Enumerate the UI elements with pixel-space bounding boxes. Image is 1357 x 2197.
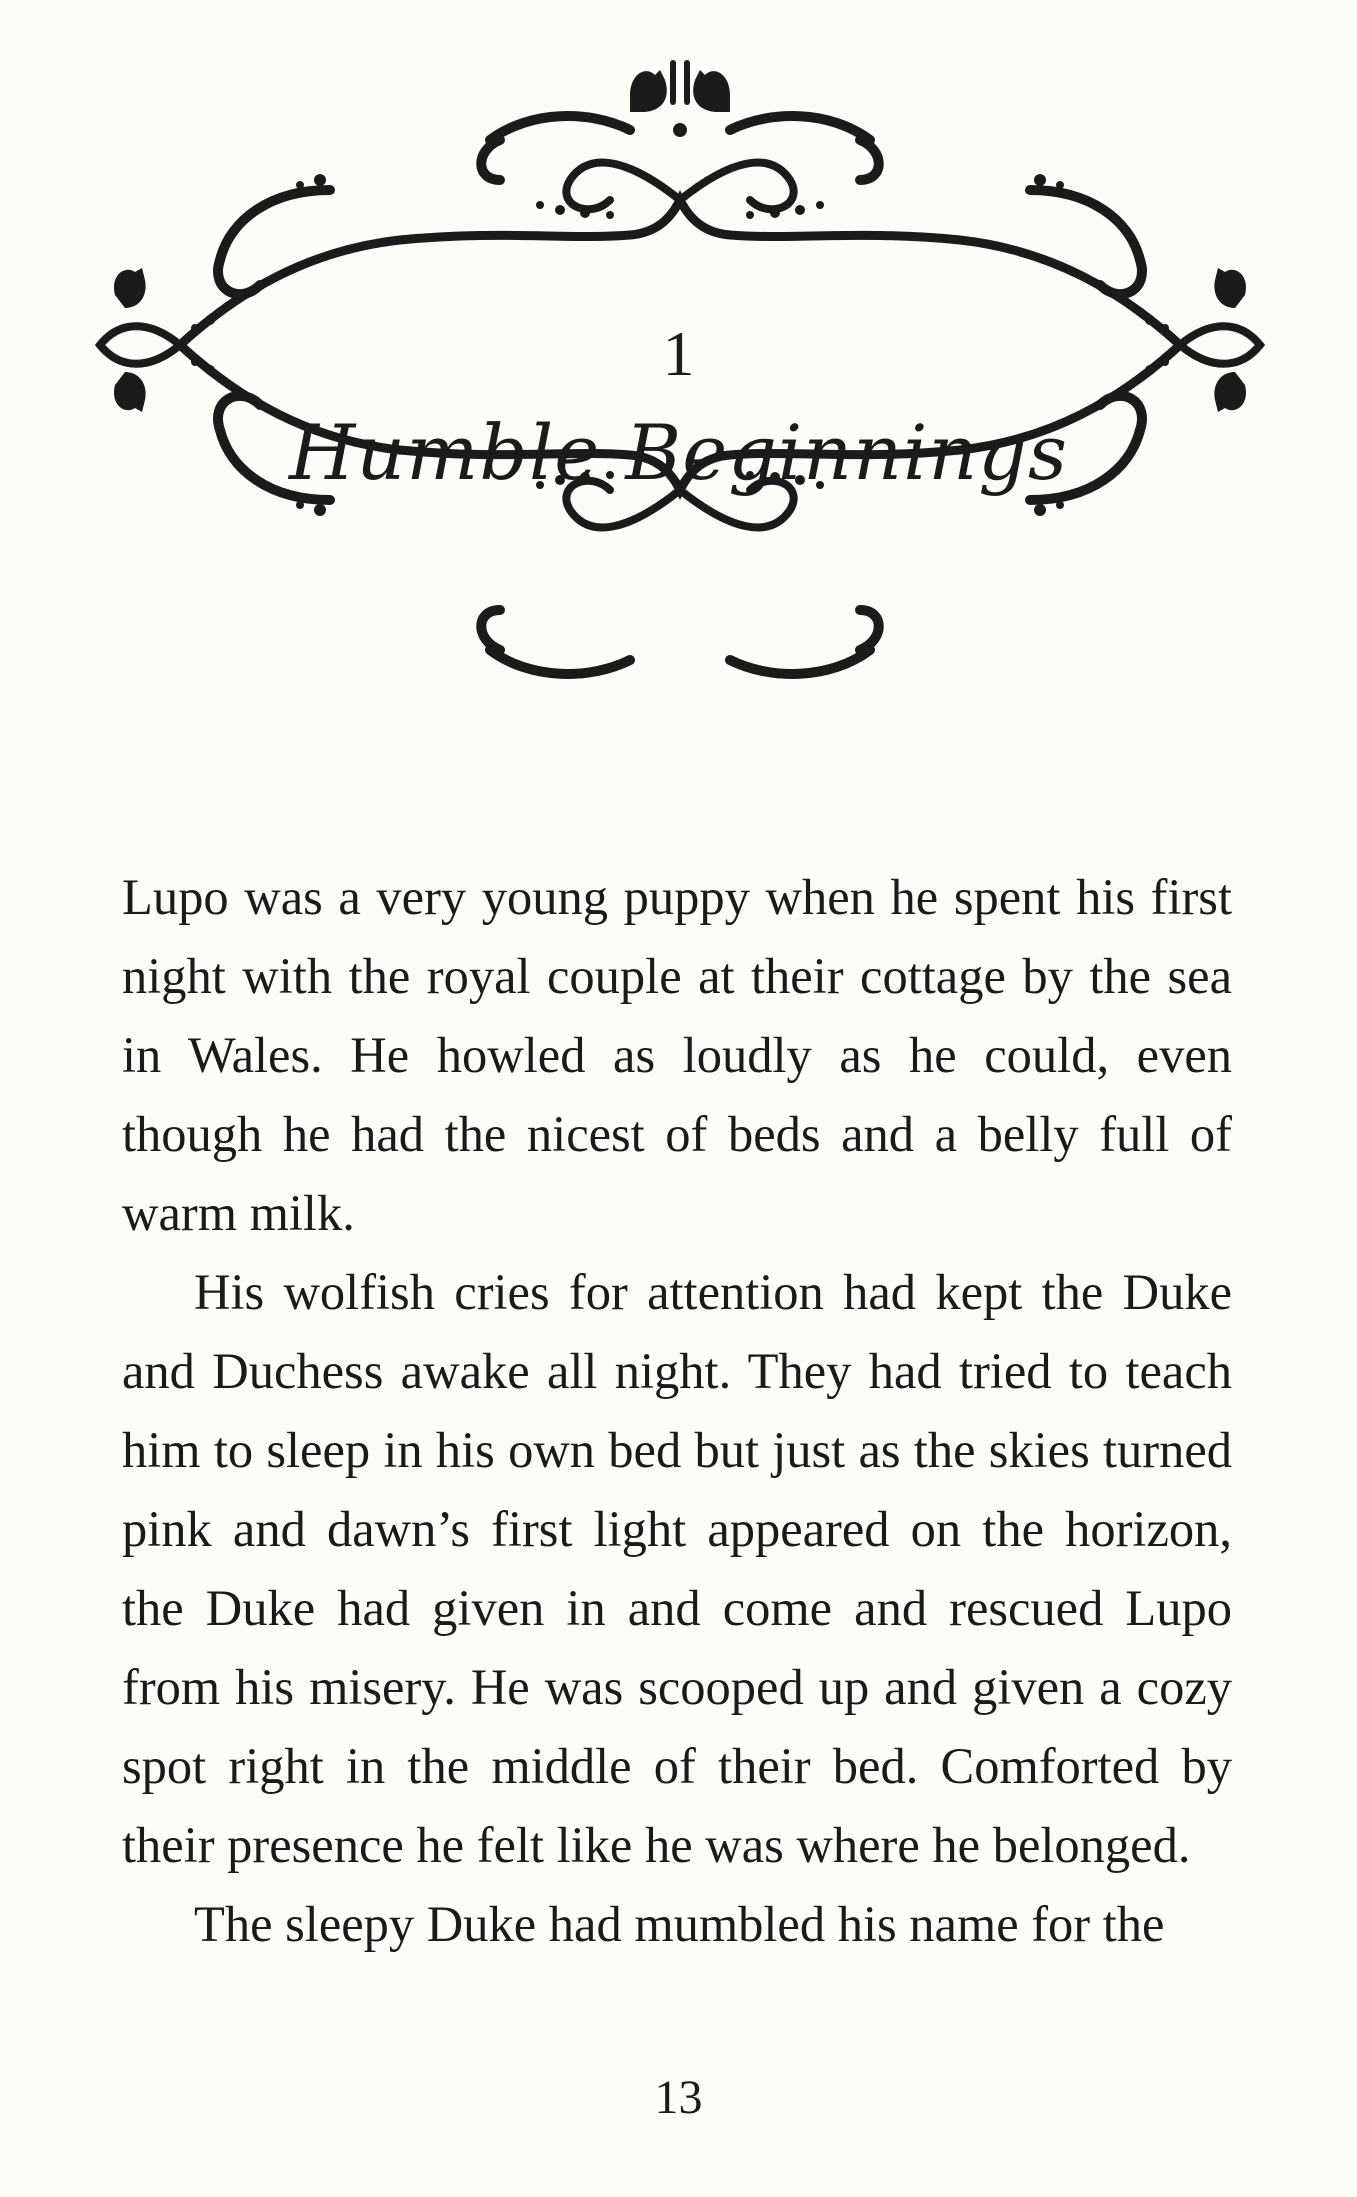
chapter-title: Humble Beginnings xyxy=(289,408,1068,497)
paragraph: Lupo was a very young puppy when he spent his first night with the royal couple at their cottage by the sea in Wales. He howled as loudly as he could, even though he had the nicest of beds and a belly full of warm milk. xyxy=(122,869,1232,1241)
chapter-number: 1 xyxy=(662,318,695,389)
paragraph: His wolfish cries for attention had kept the Duke and Duchess awake all night. They had tried to teach him to sleep in his own bed but just as the skies turned pink and dawn’s first light appeared on the horizon, the Duke had given in and come and rescued Lupo from his misery. He was scooped up and given a cozy spot right in the middle of their bed. Comforted by their presence he felt like he was where he belonged. xyxy=(122,1264,1232,1873)
ornamental-frame xyxy=(70,40,1290,760)
paragraph: The sleepy Duke had mumbled his name for the xyxy=(194,1896,1165,1952)
chapter-body xyxy=(122,858,1232,1964)
top-ornament-icon xyxy=(630,60,730,112)
page-number: 13 xyxy=(654,2071,703,2124)
